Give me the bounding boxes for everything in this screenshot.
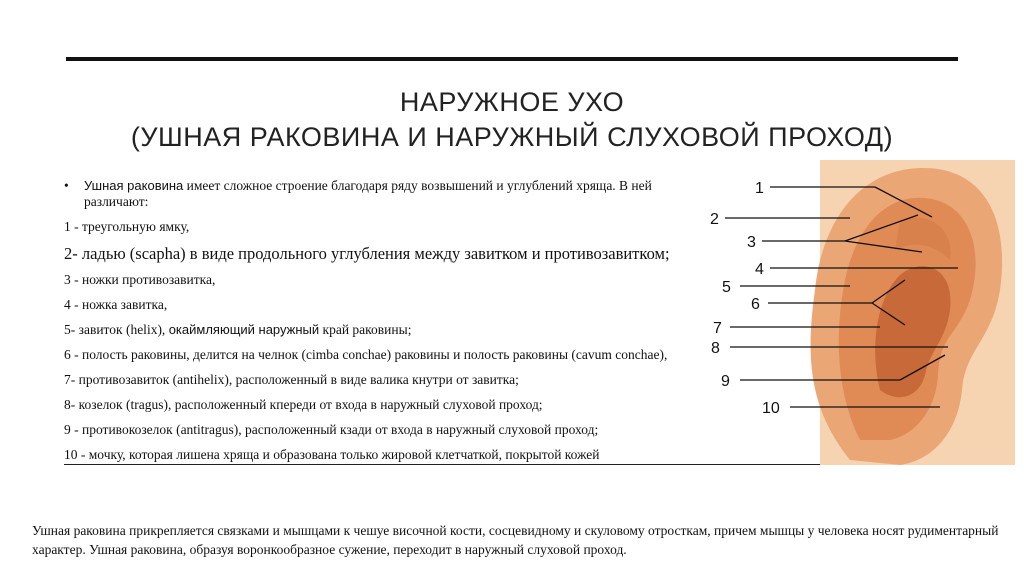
note-paragraph: Ушная раковина прикрепляется связками и мышцами к чешуе височной кости, сосцевидному и скуловому отросткам, причем мышцы у человека носят рудиментарный характер. Ушная раковина, образуя воронкообразное сужение, переходит в наружный слуховой проход. (32, 521, 1012, 559)
label-4: 4 (755, 261, 764, 278)
bullet: • (64, 178, 69, 193)
label-2: 2 (710, 211, 719, 228)
slide-body (64, 178, 714, 474)
label-1: 1 (755, 180, 764, 197)
label-5: 5 (722, 279, 731, 296)
label-3: 3 (747, 234, 756, 251)
list-item: 8- козелок (tragus), расположенный кпереди от входа в наружный слуховой проход; (64, 397, 543, 412)
label-8: 8 (711, 340, 720, 357)
slide-subtitle: (УШНАЯ РАКОВИНА И НАРУЖНЫЙ СЛУХОВОЙ ПРОХОД) (130, 122, 894, 152)
list-item: 7- противозавиток (antihelix), расположенный в виде валика кнутри от завитка; (64, 372, 519, 387)
intro-paragraph (64, 178, 714, 210)
list-item: 2- ладью (scapha) в виде продольного углубления между завитком и противозавитком; (64, 244, 670, 263)
slide-title: НАРУЖНОЕ УХО (399, 87, 625, 117)
label-9: 9 (721, 373, 730, 390)
list-item: 3 - ножки противозавитка, (64, 272, 216, 287)
item5-end: край раковины; (319, 322, 412, 337)
list-item: 1 - треугольную ямку, (64, 219, 190, 234)
item5-start: 5- завиток (helix), (64, 322, 169, 337)
list-item: 10 - мочку, которая лишена хряща и образована только жировой клетчаткой, покрытой кожей (64, 447, 959, 465)
intro-term: Ушная раковина (84, 178, 184, 193)
list-item: 6 - полость раковины, делится на челнок (cimba conchae) раковины и полость раковины (cavum conchae), (64, 347, 668, 362)
label-10: 10 (762, 400, 780, 417)
list-item (64, 322, 714, 338)
ear-diagram (700, 160, 1015, 470)
item5-sans: окаймляющий наружный (168, 322, 320, 337)
label-7: 7 (713, 320, 722, 337)
title-rule (66, 57, 958, 61)
intro-text: имеет сложное строение благодаря ряду возвышений и углублений хряща. В ней различают: (84, 178, 652, 209)
list-item: 4 - ножка завитка, (64, 297, 168, 312)
list-item: 9 - противокозелок (antitragus), расположенный кзади от входа в наружный слуховой проход; (64, 422, 599, 437)
label-6: 6 (751, 296, 760, 313)
